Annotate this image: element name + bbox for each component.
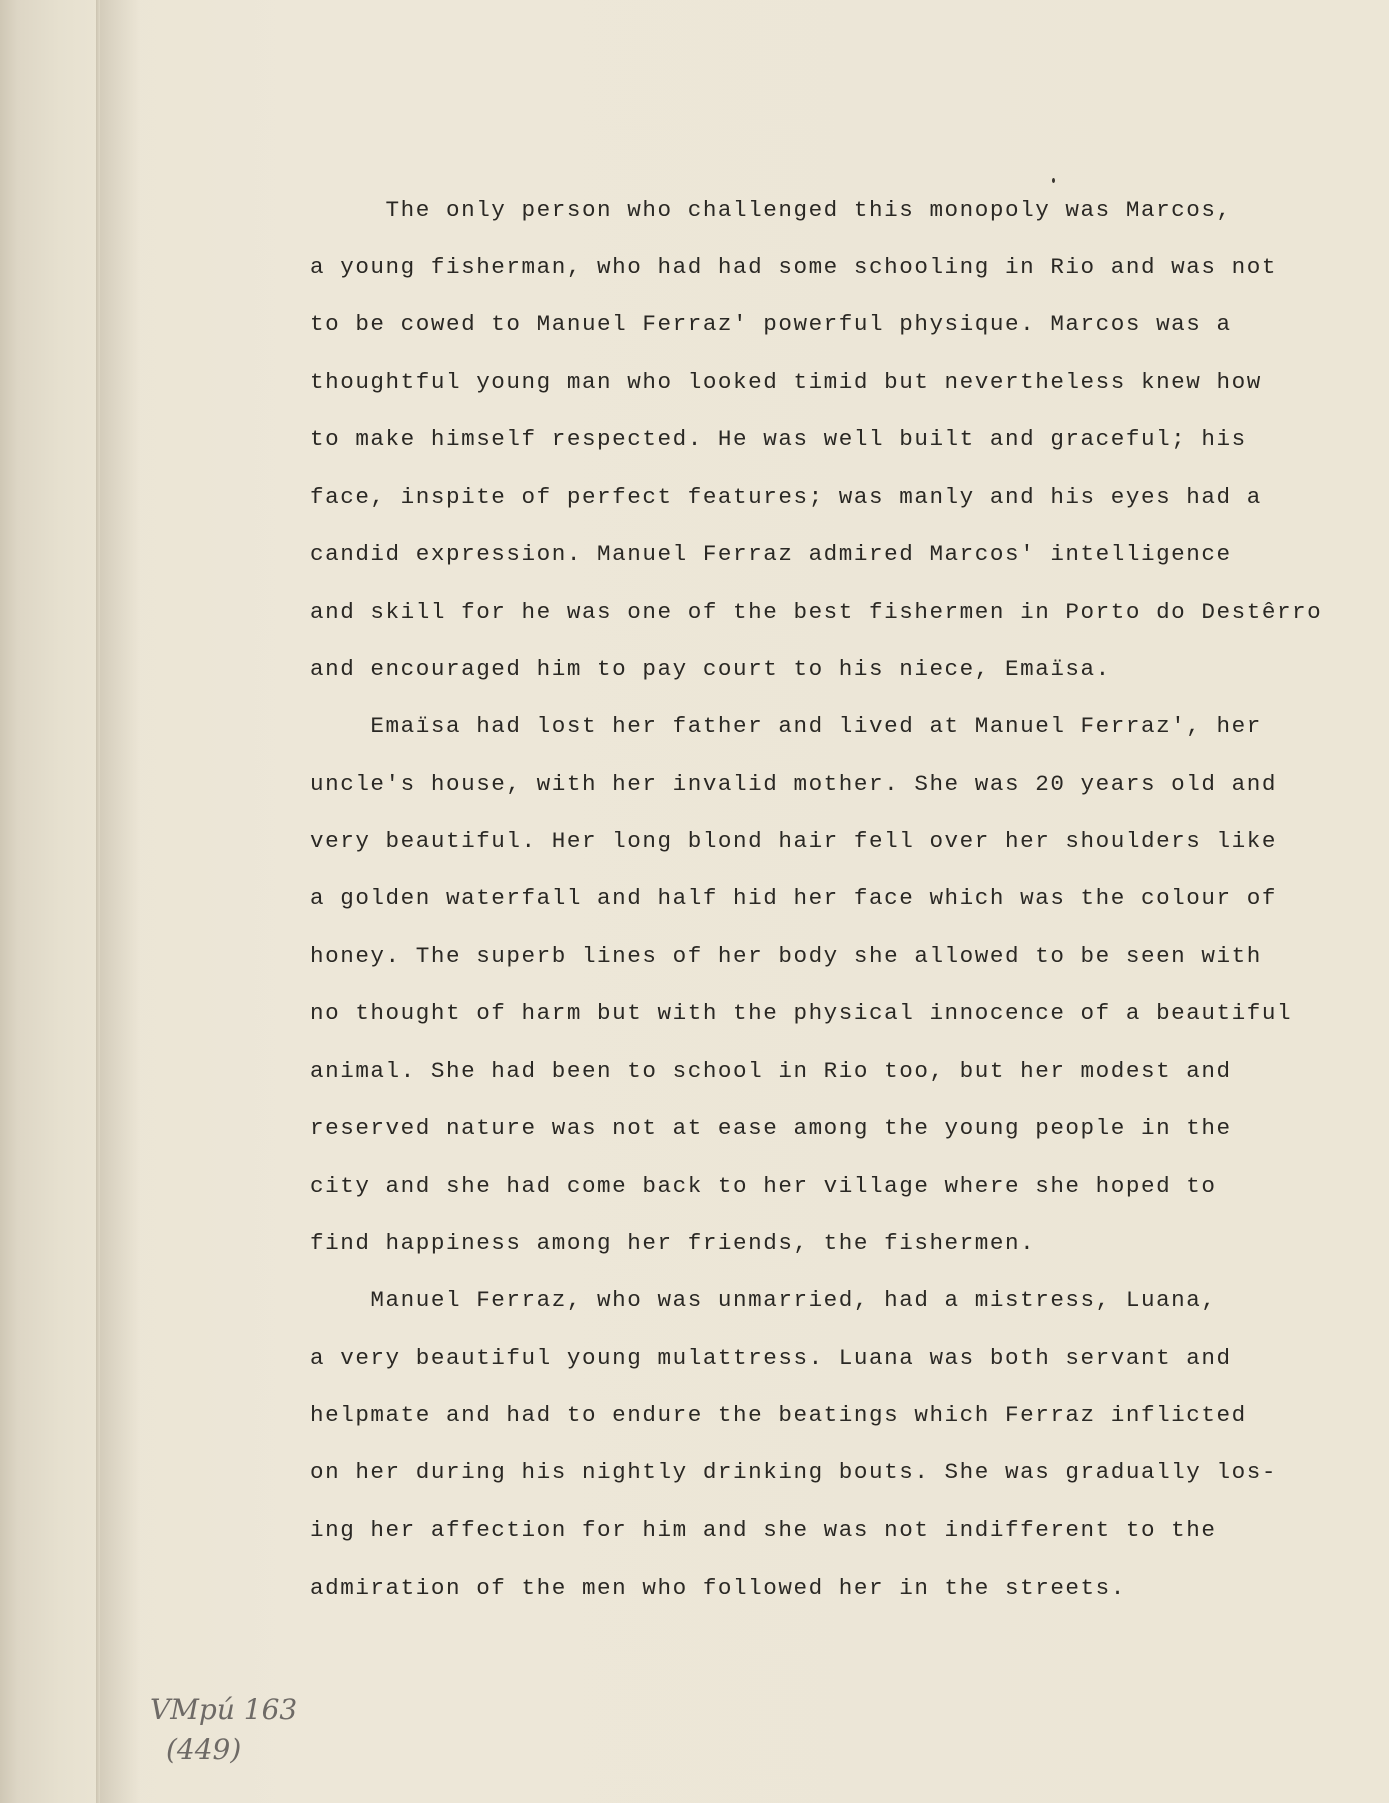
text-line: very beautiful. Her long blond hair fell over her shoulders like [310,828,1277,854]
text-line: reserved nature was not at ease among the young people in the [310,1115,1232,1141]
text-line: Emaïsa had lost her father and lived at Manuel Ferraz', her [310,713,1262,739]
text-line: The only person who challenged this monopoly was Marcos, [310,197,1232,223]
text-line: to be cowed to Manuel Ferraz' powerful physique. Marcos was a [310,311,1232,337]
text-line: Manuel Ferraz, who was unmarried, had a mistress, Luana, [310,1287,1217,1313]
text-line: uncle's house, with her invalid mother. She was 20 years old and [310,771,1277,797]
text-line: to make himself respected. He was well built and graceful; his [310,426,1247,452]
annotation-reference: VMpú 163 [150,1693,298,1726]
annotation-number: (449) [166,1733,242,1766]
handwritten-annotation [150,1690,297,1770]
text-line: animal. She had been to school in Rio too, but her modest and [310,1058,1232,1084]
text-line: a young fisherman, who had had some schooling in Rio and was not [310,254,1277,280]
text-line: no thought of harm but with the physical innocence of a beautiful [310,1000,1293,1026]
text-line: find happiness among her friends, the fishermen. [310,1230,1036,1256]
text-line: on her during his nightly drinking bouts. She was gradually los- [310,1459,1277,1485]
text-line: honey. The superb lines of her body she allowed to be seen with [310,943,1262,969]
text-line: a very beautiful young mulattress. Luana was both servant and [310,1345,1232,1371]
text-line: face, inspite of perfect features; was manly and his eyes had a [310,484,1262,510]
page-spine-shadow [100,0,140,1803]
text-line: candid expression. Manuel Ferraz admired Marcos' intelligence [310,541,1232,567]
text-line: ing her affection for him and she was not indifferent to the [310,1517,1217,1543]
text-line: and skill for he was one of the best fishermen in Porto do Destêrro [310,599,1323,625]
text-line: and encouraged him to pay court to his niece, Emaïsa. [310,656,1111,682]
text-line: city and she had come back to her village where she hoped to [310,1173,1217,1199]
ink-speck [1052,178,1055,183]
text-line: thoughtful young man who looked timid but nevertheless knew how [310,369,1262,395]
text-line: admiration of the men who followed her in the streets. [310,1575,1126,1601]
text-line: a golden waterfall and half hid her face which was the colour of [310,885,1277,911]
text-line: helpmate and had to endure the beatings which Ferraz inflicted [310,1402,1247,1428]
